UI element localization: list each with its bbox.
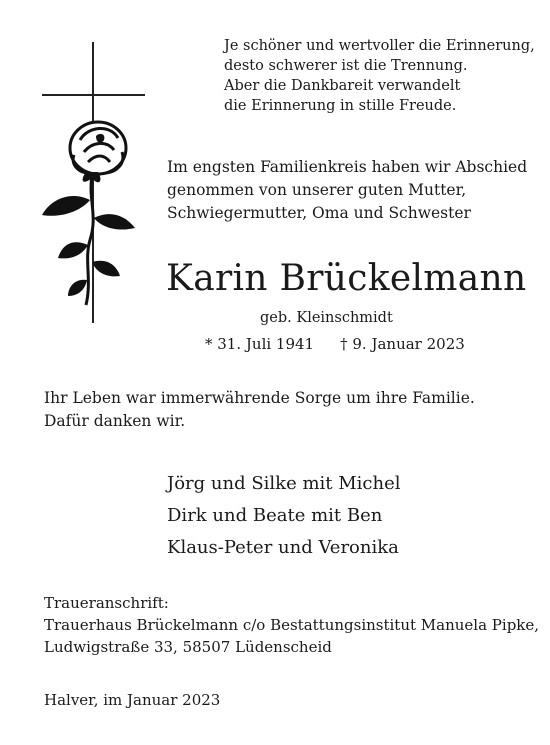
cross-with-rose-icon: [40, 40, 155, 325]
poem-line: Aber die Dankbareit verwandelt: [224, 78, 461, 94]
intro-line: genommen von unserer guten Mutter,: [167, 181, 467, 199]
poem-line: Je schöner und wertvoller die Erinnerung,: [224, 38, 535, 54]
mourner-line: Jörg und Silke mit Michel: [167, 473, 401, 494]
tribute-line: Dafür danken wir.: [44, 412, 186, 430]
birth-date: * 31. Juli 1941: [205, 335, 315, 353]
deceased-name: Karin Brückelmann: [166, 258, 527, 299]
condolence-address: [44, 592, 539, 658]
address-label: Traueranschrift:: [44, 594, 169, 612]
address-line: Ludwigstraße 33, 58507 Lüdenscheid: [44, 638, 332, 656]
address-line: Trauerhaus Brückelmann c/o Bestattungsinstitut Manuela Pipke,: [44, 616, 540, 634]
life-dates: [205, 334, 465, 354]
tribute-text: [44, 387, 475, 433]
tribute-line: Ihr Leben war immerwährende Sorge um ihre Familie.: [44, 389, 475, 407]
mourners-list: [167, 468, 401, 564]
poem-line: die Erinnerung in stille Freude.: [224, 98, 457, 114]
mourner-line: Dirk und Beate mit Ben: [167, 505, 383, 526]
death-date: † 9. Januar 2023: [340, 335, 465, 353]
place-and-date: Halver, im Januar 2023: [44, 691, 221, 709]
poem-line: desto schwerer ist die Trennung.: [224, 58, 468, 74]
poem: [224, 36, 535, 116]
announcement-intro: [167, 156, 527, 225]
birth-name: geb. Kleinschmidt: [260, 310, 393, 326]
intro-line: Im engsten Familienkreis haben wir Abschied: [167, 158, 528, 176]
mourner-line: Klaus-Peter und Veronika: [167, 537, 399, 558]
intro-line: Schwiegermutter, Oma und Schwester: [167, 204, 471, 222]
